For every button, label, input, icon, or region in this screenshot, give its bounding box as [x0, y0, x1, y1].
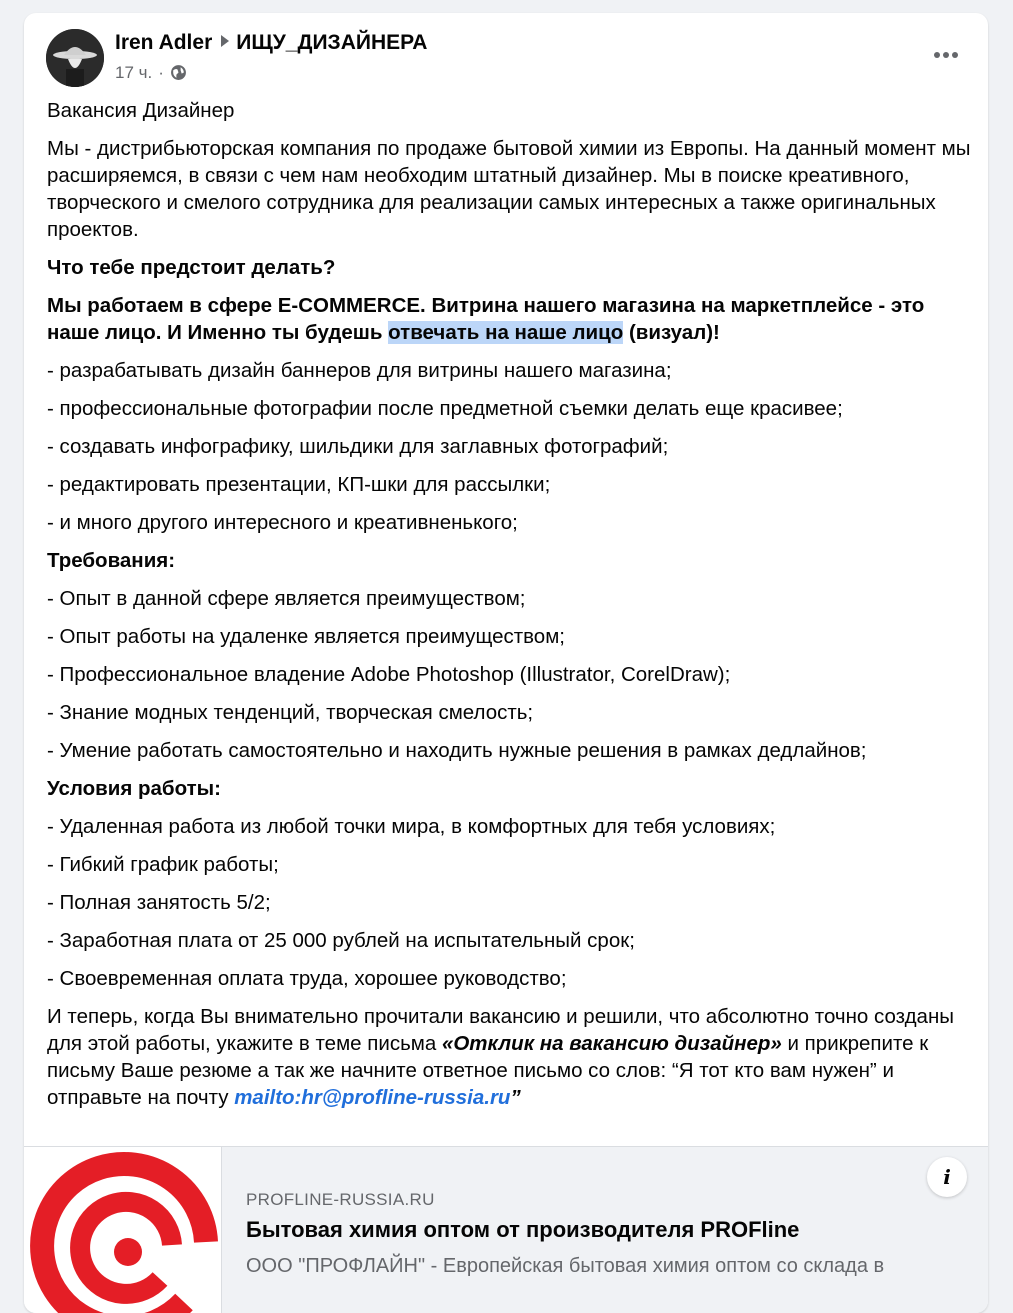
info-button[interactable]	[927, 1157, 967, 1197]
post-header	[46, 29, 966, 89]
tasks-question: Что тебе предстоит делать?	[47, 256, 336, 279]
preview-image[interactable]	[24, 1147, 222, 1313]
author-name[interactable]: Iren Adler	[115, 31, 213, 54]
requirement-item: - Умение работать самостоятельно и находить нужные решения в рамках дедлайнов;	[47, 739, 867, 762]
emphasis-end: (визуал)!	[623, 321, 720, 344]
requirement-item: - Профессиональное владение Adobe Photoshop (Illustrator, CorelDraw);	[47, 663, 731, 686]
intro-paragraph: Мы - дистрибьюторская компания по продаже бытовой химии из Европы. На данный момент мы расширяемся, в связи с чем нам необходим штатный дизайнер. Мы в поиске креативного, творческого и смелого сотрудника для реализации самых интересных а также оригинальных проектов.	[47, 137, 971, 241]
emphasis-text: Мы работаем в сфере E-COMMERCE. Витрина нашего магазина на маркетплейсе - это наше лицо. И Именно ты будешь	[47, 294, 925, 344]
preview-title[interactable]: Бытовая химия оптом от производителя PROFline	[246, 1217, 800, 1242]
conditions-heading: Условия работы:	[47, 777, 221, 800]
avatar[interactable]	[46, 29, 104, 87]
task-item: - создавать инфографику, шильдики для заглавных фотографий;	[47, 435, 669, 458]
task-item: - и много другого интересного и креативненького;	[47, 511, 518, 534]
email-link[interactable]: mailto:hr@profline-russia.ru	[234, 1086, 511, 1109]
closing-text-2: и прикрепите к письму Ваше резюме а так же начните ответное письмо со слов: “Я тот кто вам нужен” и отправьте на почту	[47, 1032, 929, 1109]
requirement-item: - Знание модных тенденций, творческая смелость;	[47, 701, 534, 724]
profline-logo-icon	[24, 1147, 221, 1313]
requirement-item: - Опыт работы на удаленке является преимуществом;	[47, 625, 565, 648]
task-item: - редактировать презентации, КП-шки для рассылки;	[47, 473, 551, 496]
info-icon: i	[943, 1165, 951, 1189]
author-line	[115, 31, 427, 55]
post-title: Вакансия Дизайнер	[47, 99, 235, 122]
preview-description: ООО "ПРОФЛАЙН" - Европейская бытовая химия оптом со склада в	[246, 1255, 885, 1277]
condition-item: - Своевременная оплата труда, хорошее руководство;	[47, 967, 567, 990]
task-item: - разрабатывать дизайн баннеров для витрины нашего магазина;	[47, 359, 672, 382]
triangle-right-icon	[221, 35, 229, 47]
email-subject: «Отклик на вакансию дизайнер»	[441, 1032, 782, 1055]
closing-paragraph	[47, 1003, 977, 1111]
selected-text: отвечать на наше лицо	[388, 321, 624, 344]
post-card	[24, 13, 988, 1313]
closing-quote: ”	[510, 1086, 521, 1109]
condition-item: - Удаленная работа из любой точки мира, в комфортных для тебя условиях;	[47, 815, 776, 838]
post-time[interactable]: 17 ч.	[115, 63, 153, 82]
condition-item: - Заработная плата от 25 000 рублей на испытательный срок;	[47, 929, 635, 952]
task-item: - профессиональные фотографии после предметной съемки делать еще красивее;	[47, 397, 843, 420]
condition-item: - Полная занятость 5/2;	[47, 891, 271, 914]
globe-icon[interactable]	[170, 64, 187, 86]
group-name[interactable]: ИЩУ_ДИЗАЙНЕРА	[236, 31, 428, 54]
closing-text: И теперь, когда Вы внимательно прочитали вакансию и решили, что абсолютно точно созданы для этой работы, укажите в теме письма	[47, 1005, 955, 1055]
link-preview[interactable]	[24, 1146, 988, 1313]
preview-domain: PROFLINE-RUSSIA.RU	[246, 1190, 435, 1209]
more-horizontal-icon	[933, 51, 959, 59]
avatar-image	[46, 29, 104, 87]
requirement-item: - Опыт в данной сфере является преимуществом;	[47, 587, 526, 610]
post-body	[47, 97, 977, 1122]
meta-separator: ·	[158, 63, 164, 82]
condition-item: - Гибкий график работы;	[47, 853, 279, 876]
requirements-heading: Требования:	[47, 549, 176, 572]
more-options-button[interactable]	[926, 35, 966, 75]
post-meta	[115, 63, 187, 86]
emphasis-paragraph	[47, 292, 977, 346]
